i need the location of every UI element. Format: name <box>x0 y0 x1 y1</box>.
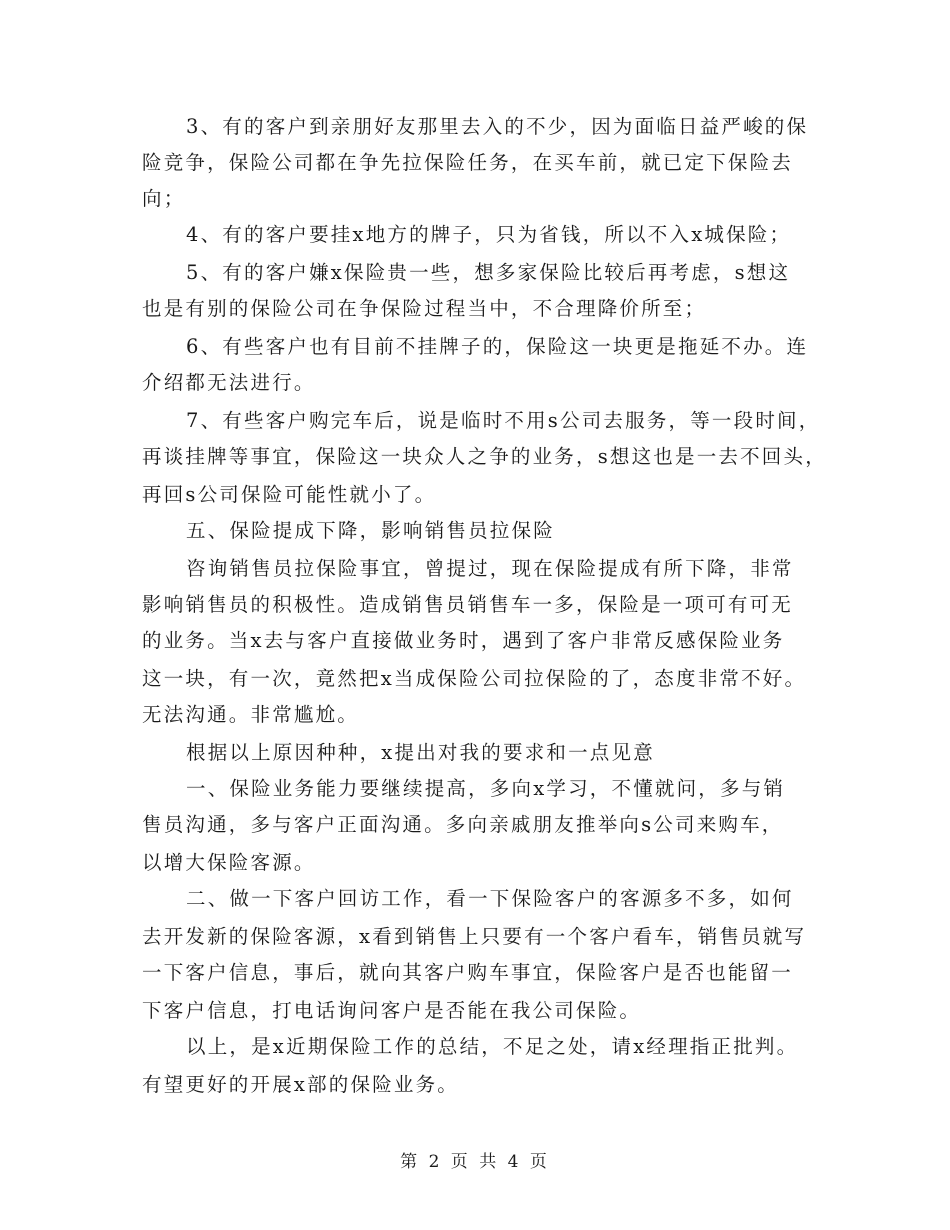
text-line: 的业务。当x去与客户直接做业务时，遇到了客户非常反感保险业务 <box>142 629 785 652</box>
text-line: 一、保险业务能力要继续提高，多向x学习，不懂就问，多与销 <box>186 777 786 800</box>
text-line: 售员沟通，多与客户正面沟通。多向亲戚朋友推举向s公司来购车， <box>142 813 784 836</box>
text-line: 有望更好的开展x部的保险业务。 <box>142 1073 459 1096</box>
page-footer: 第 2 页 共 4 页 <box>400 1152 550 1172</box>
text-line: 去开发新的保险客源，x看到销售上只要有一个客户看车，销售员就写 <box>142 925 807 948</box>
text-line: 6、有些客户也有目前不挂牌子的，保险这一块更是拖延不办。连 <box>186 335 809 358</box>
text-line: 无法沟通。非常尴尬。 <box>142 703 360 726</box>
text-line: 下客户信息，打电话询问客户是否能在我公司保险。 <box>142 999 642 1022</box>
text-line: 二、做一下客户回访工作，看一下保险客户的客源多不多，如何 <box>186 887 794 910</box>
text-line: 一下客户信息，事后，就向其客户购车事宜，保险客户是否也能留一 <box>142 961 794 984</box>
text-line: 险竞争，保险公司都在争先拉保险任务，在买车前，就已定下保险去 <box>142 151 794 174</box>
text-line: 5、有的客户嫌x保险贵一些，想多家保险比较后再考虑，s想这 <box>186 261 791 284</box>
text-line: 再谈挂牌等事宜，保险这一块众人之争的业务，s想这也是一去不回头， <box>142 445 827 468</box>
text-line: 以增大保险客源。 <box>142 851 316 874</box>
text-line: 以上，是x近期保险工作的总结，不足之处，请x经理指正批判。 <box>186 1035 799 1058</box>
text-line: 4、有的客户要挂x地方的牌子，只为省钱，所以不入x城保险； <box>186 223 792 246</box>
text-line: 3、有的客户到亲朋好友那里去入的不少，因为面临日益严峻的保 <box>186 115 809 138</box>
section-heading: 五、保险提成下降，影响销售员拉保险 <box>186 519 555 542</box>
text-line: 再回s公司保险可能性就小了。 <box>142 483 437 506</box>
text-line: 根据以上原因种种，x提出对我的要求和一点见意 <box>186 741 655 764</box>
text-line: 7、有些客户购完车后，说是临时不用s公司去服务，等一段时间， <box>186 409 821 432</box>
text-line: 这一块，有一次，竟然把x当成保险公司拉保险的了，态度非常不好。 <box>142 667 807 690</box>
text-line: 也是有别的保险公司在争保险过程当中，不合理降价所至； <box>142 297 707 320</box>
text-line: 向； <box>142 187 186 210</box>
text-line: 影响销售员的积极性。造成销售员销售车一多，保险是一项可有可无 <box>142 593 794 616</box>
text-line: 介绍都无法进行。 <box>142 371 316 394</box>
text-line: 咨询销售员拉保险事宜，曾提过，现在保险提成有所下降，非常 <box>186 557 794 580</box>
